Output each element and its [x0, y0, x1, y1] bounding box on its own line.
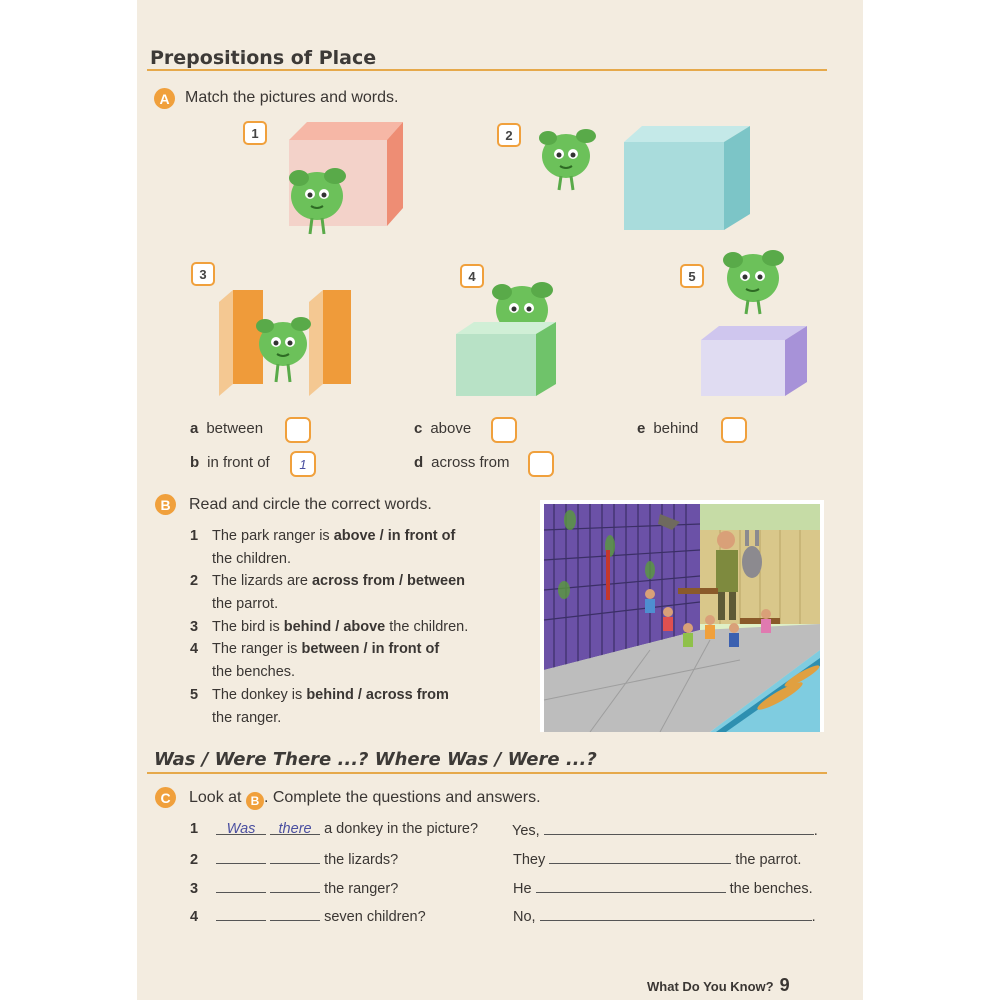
character-icon: [723, 250, 784, 314]
footer-text: What Do You Know?: [647, 979, 774, 994]
badge-ref-b: B: [246, 792, 264, 810]
sentence-5: 5 The donkey is behind / across from the ranger.: [190, 687, 449, 726]
section-title-was-were: Was / Were There ...? Where Was / Were ...?: [154, 749, 597, 770]
character-icon: [539, 129, 596, 190]
instruction-a: Match the pictures and words.: [185, 89, 399, 106]
option-b: b in front of: [190, 454, 270, 471]
question-1: 1 Was there a donkey in the picture?: [190, 818, 478, 841]
picture-3-between-boards: [217, 286, 357, 398]
picture-number-3: 3: [191, 262, 215, 286]
instruction-b: Read and circle the correct words.: [189, 496, 432, 513]
character-icon: [256, 317, 311, 382]
badge-c: C: [155, 787, 176, 808]
option-c: c above: [414, 420, 472, 437]
badge-a: A: [154, 88, 175, 109]
zoo-illustration: [540, 500, 824, 732]
answer-box-a[interactable]: [285, 417, 311, 443]
badge-b: B: [155, 494, 176, 515]
picture-1-in-front-of-box: [277, 118, 407, 238]
answer-box-e[interactable]: [721, 417, 747, 443]
choice-4[interactable]: between / in front of: [301, 641, 440, 657]
picture-number-2: 2: [497, 123, 521, 147]
sentence-3: 3 The bird is behind / above the children.: [190, 619, 469, 635]
title-rule-2: [147, 772, 827, 774]
picture-5-above-box: [697, 242, 812, 400]
choice-2[interactable]: across from / between: [311, 573, 466, 589]
blank-4b[interactable]: [270, 904, 320, 921]
workbook-page: [137, 0, 863, 1000]
blank-4a[interactable]: [216, 904, 266, 921]
page-number: 9: [779, 975, 790, 995]
answer-4: No, .: [513, 904, 816, 929]
answer-blank-1[interactable]: [544, 818, 814, 835]
sentence-2: 2 The lizards are across from / between the parrot.: [190, 573, 466, 612]
picture-number-5: 5: [680, 264, 704, 288]
choice-1[interactable]: above / in front of: [333, 528, 456, 544]
answer-blank-4[interactable]: [540, 904, 812, 921]
sentence-1: 1 The park ranger is above / in front of the children.: [190, 528, 456, 567]
answer-3: He the benches.: [513, 876, 813, 901]
blank-2a[interactable]: [216, 847, 266, 864]
choice-5[interactable]: behind / across from: [306, 687, 449, 703]
blank-3b[interactable]: [270, 876, 320, 893]
blank-1a[interactable]: Was: [216, 818, 266, 835]
picture-number-4: 4: [460, 264, 484, 288]
option-a: a between: [190, 420, 264, 437]
answer-box-b[interactable]: 1: [290, 451, 316, 477]
question-3: 3 the ranger?: [190, 876, 398, 901]
answer-2: They the parrot.: [513, 847, 801, 872]
sentence-4: 4 The ranger is between / in front of the benches.: [190, 641, 440, 680]
blank-2b[interactable]: [270, 847, 320, 864]
option-d: d across from: [414, 454, 510, 471]
blank-1b[interactable]: there: [270, 818, 320, 835]
answer-blank-3[interactable]: [536, 876, 726, 893]
answer-box-c[interactable]: [491, 417, 517, 443]
answer-blank-2[interactable]: [549, 847, 731, 864]
title-rule: [147, 69, 827, 71]
question-2: 2 the lizards?: [190, 847, 398, 872]
answer-box-d[interactable]: [528, 451, 554, 477]
question-4: 4 seven children?: [190, 904, 426, 929]
option-e: e behind: [637, 420, 699, 437]
picture-number-1: 1: [243, 121, 267, 145]
picture-2-above-box: [532, 120, 762, 235]
footer: [647, 975, 790, 996]
blank-3a[interactable]: [216, 876, 266, 893]
section-title-prepositions: Prepositions of Place: [150, 47, 377, 69]
instruction-c: Look at B . Complete the questions and answers.: [189, 789, 541, 808]
picture-4-behind-box: [452, 276, 567, 398]
answer-1: Yes, .: [512, 818, 818, 843]
choice-3[interactable]: behind / above: [283, 619, 386, 635]
